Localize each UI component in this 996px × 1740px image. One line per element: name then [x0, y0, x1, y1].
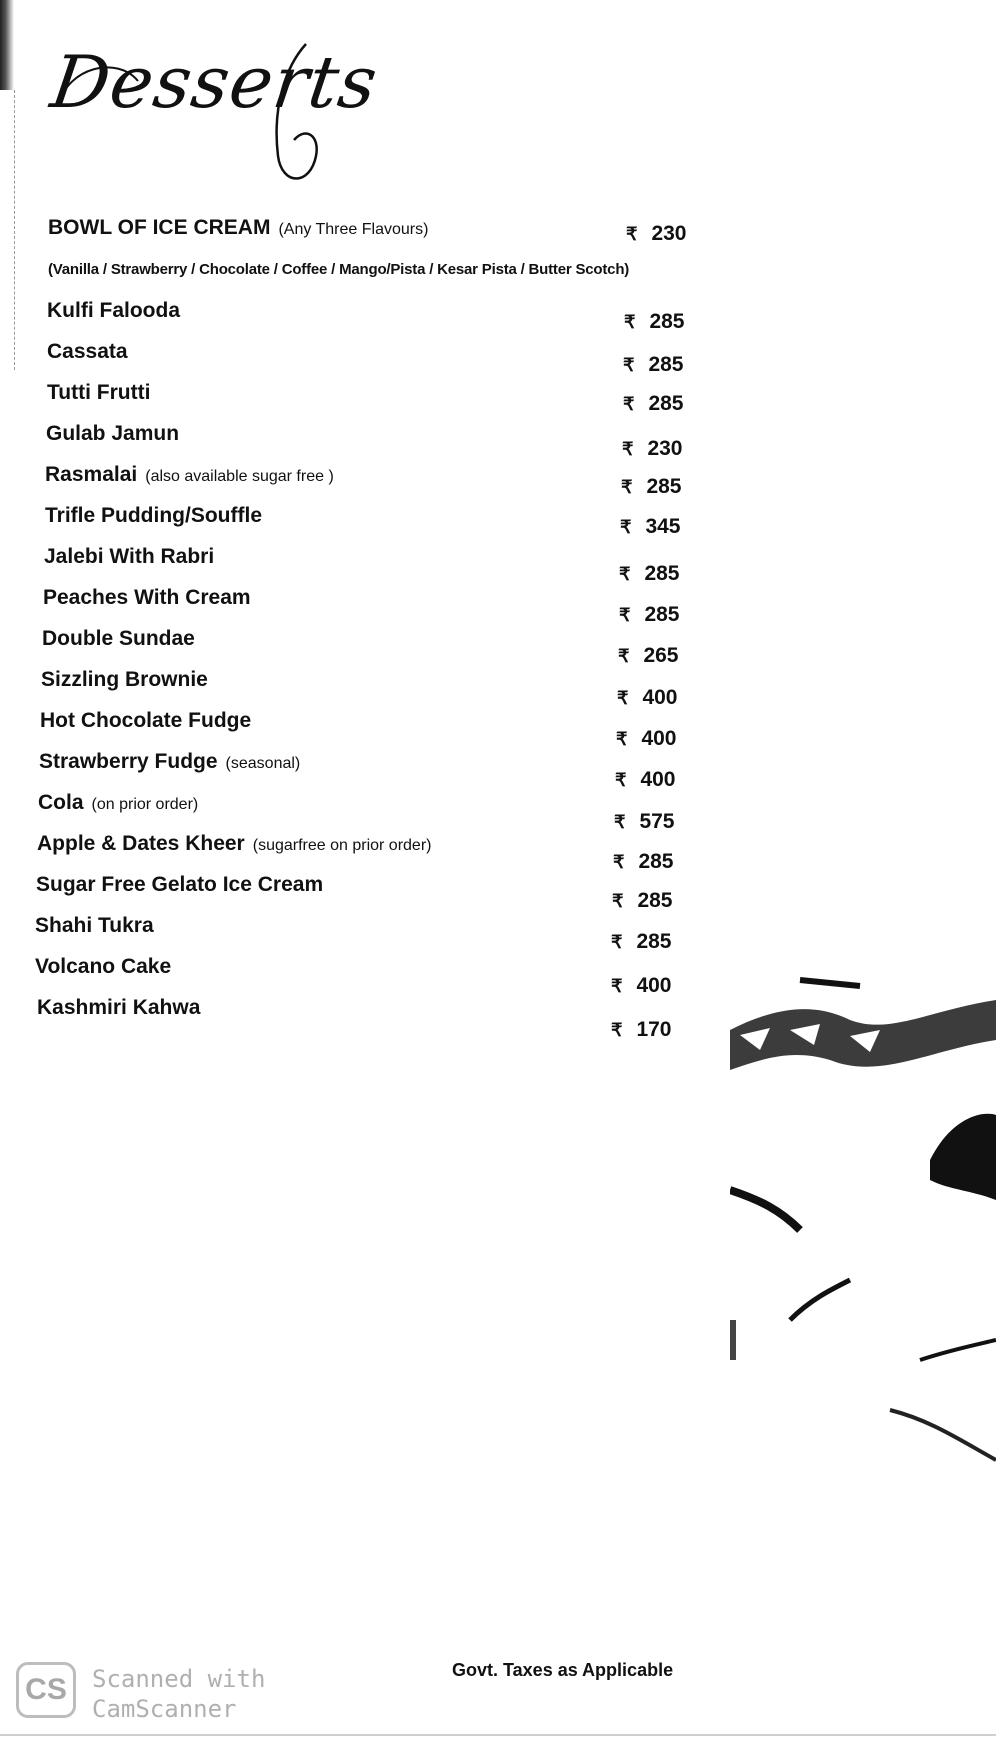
menu-item-name: [35, 955, 171, 979]
menu-item-name: [37, 996, 200, 1020]
price-value: 285: [636, 930, 672, 953]
price-value: 230: [651, 222, 687, 245]
menu-item-name: [48, 216, 428, 240]
rupee-icon: ₹: [623, 355, 635, 375]
price-value: 285: [649, 310, 685, 333]
menu-item-price: [619, 562, 680, 586]
menu-item-price: [614, 810, 675, 834]
price-value: 285: [637, 889, 673, 912]
menu-item-name: [35, 914, 154, 938]
menu-item-title: Tutti Frutti: [47, 381, 151, 404]
menu-item-title: Double Sundae: [42, 627, 195, 650]
menu-item-price: [615, 768, 676, 792]
rupee-icon: ₹: [623, 394, 635, 414]
rupee-icon: ₹: [611, 1020, 623, 1040]
menu-item-name: [36, 873, 323, 897]
menu-item-price: [623, 353, 684, 377]
menu-item-name: [39, 750, 300, 774]
menu-item-title: Sugar Free Gelato Ice Cream: [36, 873, 324, 896]
rupee-icon: ₹: [621, 477, 633, 497]
rupee-icon: ₹: [619, 605, 631, 625]
menu-item-note: (on prior order): [91, 796, 199, 813]
rupee-icon: ₹: [612, 891, 624, 911]
menu-item-title: Cola: [38, 791, 84, 814]
menu-item-title: Cassata: [47, 340, 128, 363]
price-value: 285: [648, 392, 684, 415]
rupee-icon: ₹: [618, 646, 630, 666]
menu-item-title: Jalebi With Rabri: [44, 545, 215, 568]
menu-item-note: (seasonal): [225, 755, 301, 772]
rupee-icon: ₹: [617, 688, 629, 708]
menu-item-price: [620, 515, 681, 539]
menu-item-title: Trifle Pudding/Souffle: [45, 504, 262, 527]
menu-item-title: Volcano Cake: [35, 955, 172, 978]
menu-item-name: [38, 791, 198, 815]
scan-edge-line: [14, 90, 16, 370]
menu-item-note: (also available sugar free ): [145, 468, 334, 485]
rupee-icon: ₹: [611, 976, 623, 996]
price-value: 285: [648, 353, 684, 376]
menu-item-note: (Any Three Flavours): [278, 221, 429, 238]
menu-item-title: Rasmalai: [45, 463, 138, 486]
flavours-note: (Vanilla / Strawberry / Chocolate / Coffee / Mango/Pista / Kesar Pista / Butter Scotch): [48, 261, 630, 278]
price-value: 170: [636, 1018, 672, 1041]
page-title: Desserts: [46, 40, 384, 124]
dessert-photo: [730, 940, 996, 1480]
menu-item-price: [626, 222, 687, 246]
rupee-icon: ₹: [616, 729, 628, 749]
menu-item-title: Sizzling Brownie: [41, 668, 208, 691]
menu-item-title: Strawberry Fudge: [39, 750, 218, 773]
menu-item-price: [617, 686, 678, 710]
camscanner-logo-icon: CS: [16, 1662, 76, 1718]
menu-item-name: [44, 545, 214, 569]
rupee-icon: ₹: [624, 312, 636, 332]
price-value: 400: [640, 768, 676, 791]
rupee-icon: ₹: [619, 564, 631, 584]
menu-item-name: [45, 463, 334, 487]
menu-item-name: [37, 832, 431, 856]
price-value: 400: [642, 686, 678, 709]
watermark-line-2: CamScanner: [92, 1695, 237, 1723]
bottom-divider: [0, 1734, 996, 1736]
camscanner-watermark: [92, 1664, 265, 1724]
price-value: 285: [644, 562, 680, 585]
menu-item-name: [41, 668, 208, 692]
price-value: 285: [638, 850, 674, 873]
menu-item-name: [47, 381, 150, 405]
menu-item-price: [613, 850, 674, 874]
menu-item-title: Gulab Jamun: [46, 422, 180, 445]
menu-item-title: Shahi Tukra: [35, 914, 154, 937]
rupee-icon: ₹: [626, 224, 638, 244]
tax-note: Govt. Taxes as Applicable: [452, 1660, 674, 1680]
menu-item-title: Kashmiri Kahwa: [37, 996, 201, 1019]
menu-item-price: [621, 475, 682, 499]
menu-item-title: Peaches With Cream: [43, 586, 251, 609]
menu-item-name: [43, 586, 251, 610]
menu-item-name: [45, 504, 262, 528]
menu-item-name: [40, 709, 251, 733]
price-value: 575: [639, 810, 675, 833]
menu-item-name: [47, 340, 128, 364]
rupee-icon: ₹: [622, 439, 634, 459]
price-value: 345: [645, 515, 681, 538]
rupee-icon: ₹: [615, 770, 627, 790]
menu-item-price: [616, 727, 677, 751]
menu-item-name: [42, 627, 195, 651]
menu-item-price: [611, 1018, 672, 1042]
menu-item-title: Hot Chocolate Fudge: [40, 709, 252, 732]
scan-edge-shadow: [0, 0, 14, 90]
menu-item-price: [611, 930, 672, 954]
rupee-icon: ₹: [620, 517, 632, 537]
price-value: 285: [644, 603, 680, 626]
menu-item-note: (sugarfree on prior order): [252, 837, 432, 854]
menu-item-price: [619, 603, 680, 627]
price-value: 230: [647, 437, 683, 460]
rupee-icon: ₹: [611, 932, 623, 952]
watermark-line-1: Scanned with: [92, 1665, 266, 1693]
menu-item-price: [618, 644, 679, 668]
menu-item-name: [46, 422, 179, 446]
menu-item-price: [622, 437, 683, 461]
price-value: 400: [641, 727, 677, 750]
price-value: 285: [646, 475, 682, 498]
price-value: 265: [643, 644, 679, 667]
menu-item-price: [623, 392, 684, 416]
rupee-icon: ₹: [613, 852, 625, 872]
menu-item-price: [612, 889, 673, 913]
menu-item-name: [47, 299, 180, 323]
menu-item-title: Apple & Dates Kheer: [37, 832, 245, 855]
menu-item-title: BOWL OF ICE CREAM: [48, 216, 271, 239]
price-value: 400: [636, 974, 672, 997]
rupee-icon: ₹: [614, 812, 626, 832]
menu-item-title: Kulfi Falooda: [47, 299, 180, 322]
menu-item-price: [611, 974, 672, 998]
menu-item-price: [624, 310, 685, 334]
